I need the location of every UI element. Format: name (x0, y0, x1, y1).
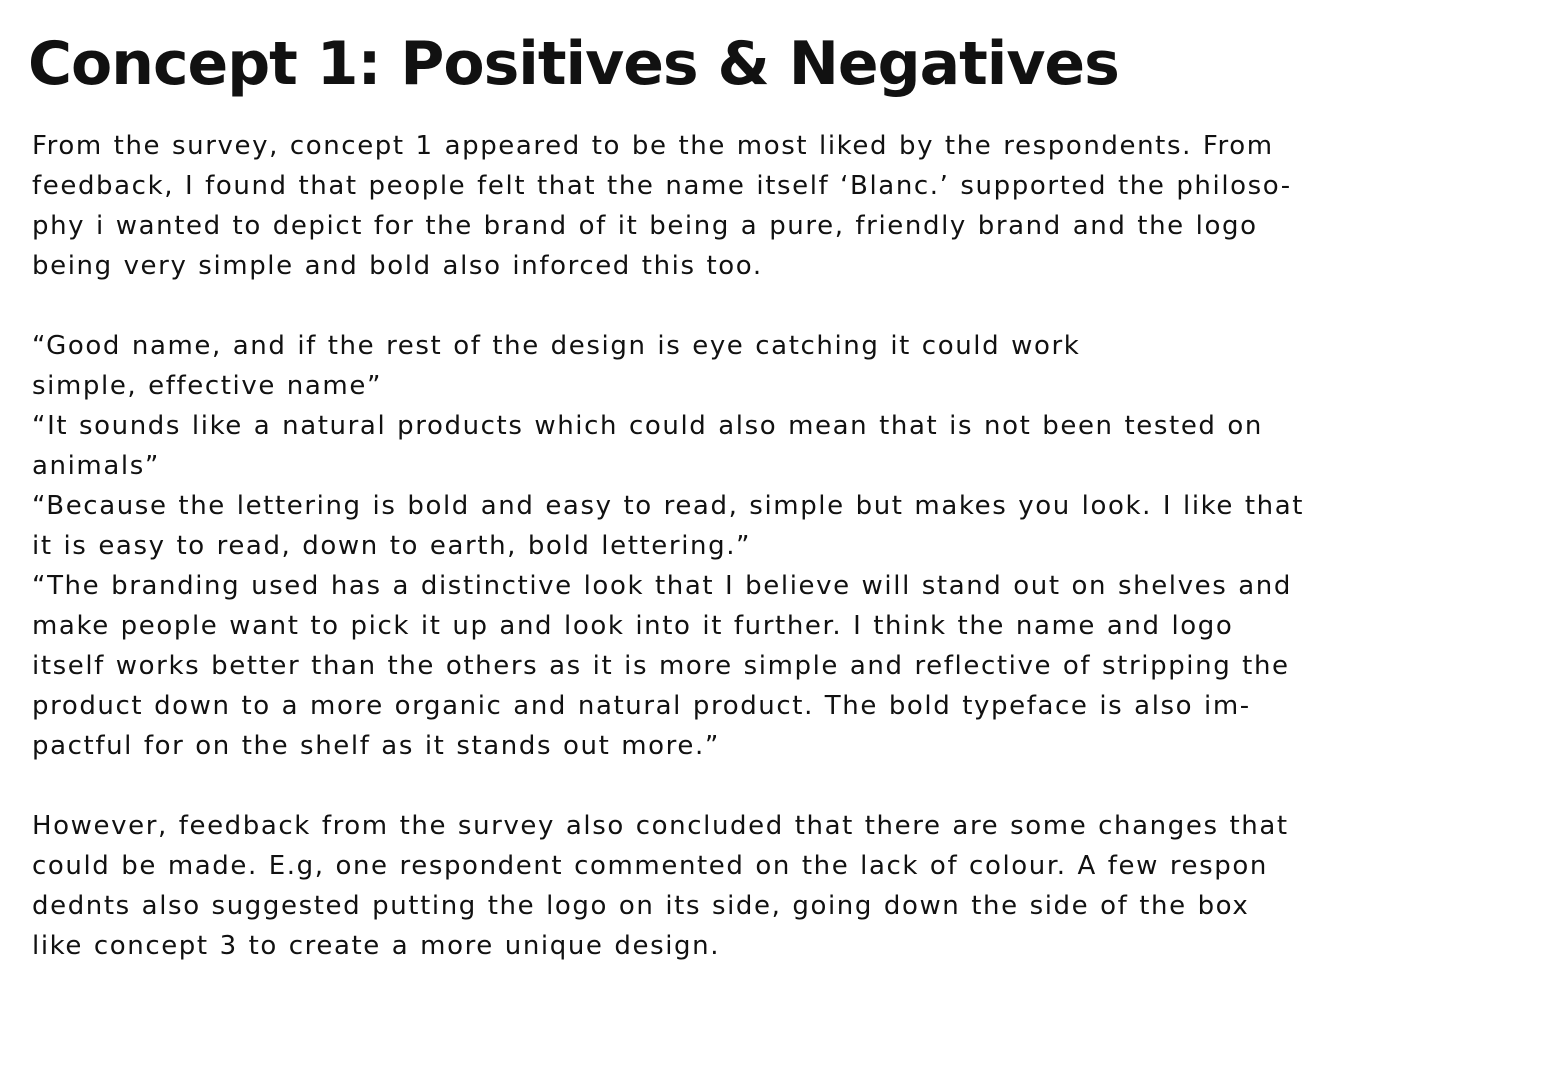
quote-line: simple, effective name” (32, 371, 383, 401)
quote-line: “Good name, and if the rest of the design is eye catching it could work (32, 331, 1081, 361)
quote-line: itself works better than the others as it is more simple and reflective of stripping the (32, 651, 1290, 681)
page-title: Concept 1: Positives & Negatives (28, 29, 1119, 99)
quotes-section (32, 326, 1512, 766)
text-line: phy i wanted to depict for the brand of it being a pure, friendly brand and the logo (32, 211, 1258, 241)
quote-line: make people want to pick it up and look into it further. I think the name and logo (32, 611, 1234, 641)
quote-line: animals” (32, 451, 160, 481)
quote-line: product down to a more organic and natural product. The bold typeface is also im- (32, 691, 1251, 721)
negatives-paragraph (32, 806, 1512, 966)
quote-line: it is easy to read, down to earth, bold lettering.” (32, 531, 752, 561)
quote-line: “Because the lettering is bold and easy to read, simple but makes you look. I like that (32, 491, 1305, 521)
text-line: feedback, I found that people felt that the name itself ‘Blanc.’ supported the philoso- (32, 171, 1292, 201)
text-line: However, feedback from the survey also concluded that there are some changes that (32, 811, 1289, 841)
quote-line: “It sounds like a natural products which could also mean that is not been tested on (32, 411, 1263, 441)
quote-line: “The branding used has a distinctive look that I believe will stand out on shelves and (32, 571, 1292, 601)
text-line: From the survey, concept 1 appeared to be the most liked by the respondents. From (32, 131, 1274, 161)
body-text (32, 126, 1512, 966)
text-line: being very simple and bold also inforced this too. (32, 251, 763, 281)
paragraph-spacer (32, 286, 1512, 326)
intro-paragraph (32, 126, 1512, 286)
text-line: could be made. E.g, one respondent commented on the lack of colour. A few respon (32, 851, 1268, 881)
text-line: dednts also suggested putting the logo on its side, going down the side of the box (32, 891, 1250, 921)
quote-line: pactful for on the shelf as it stands out more.” (32, 731, 720, 761)
text-line: like concept 3 to create a more unique design. (32, 931, 721, 961)
paragraph-spacer (32, 766, 1512, 806)
